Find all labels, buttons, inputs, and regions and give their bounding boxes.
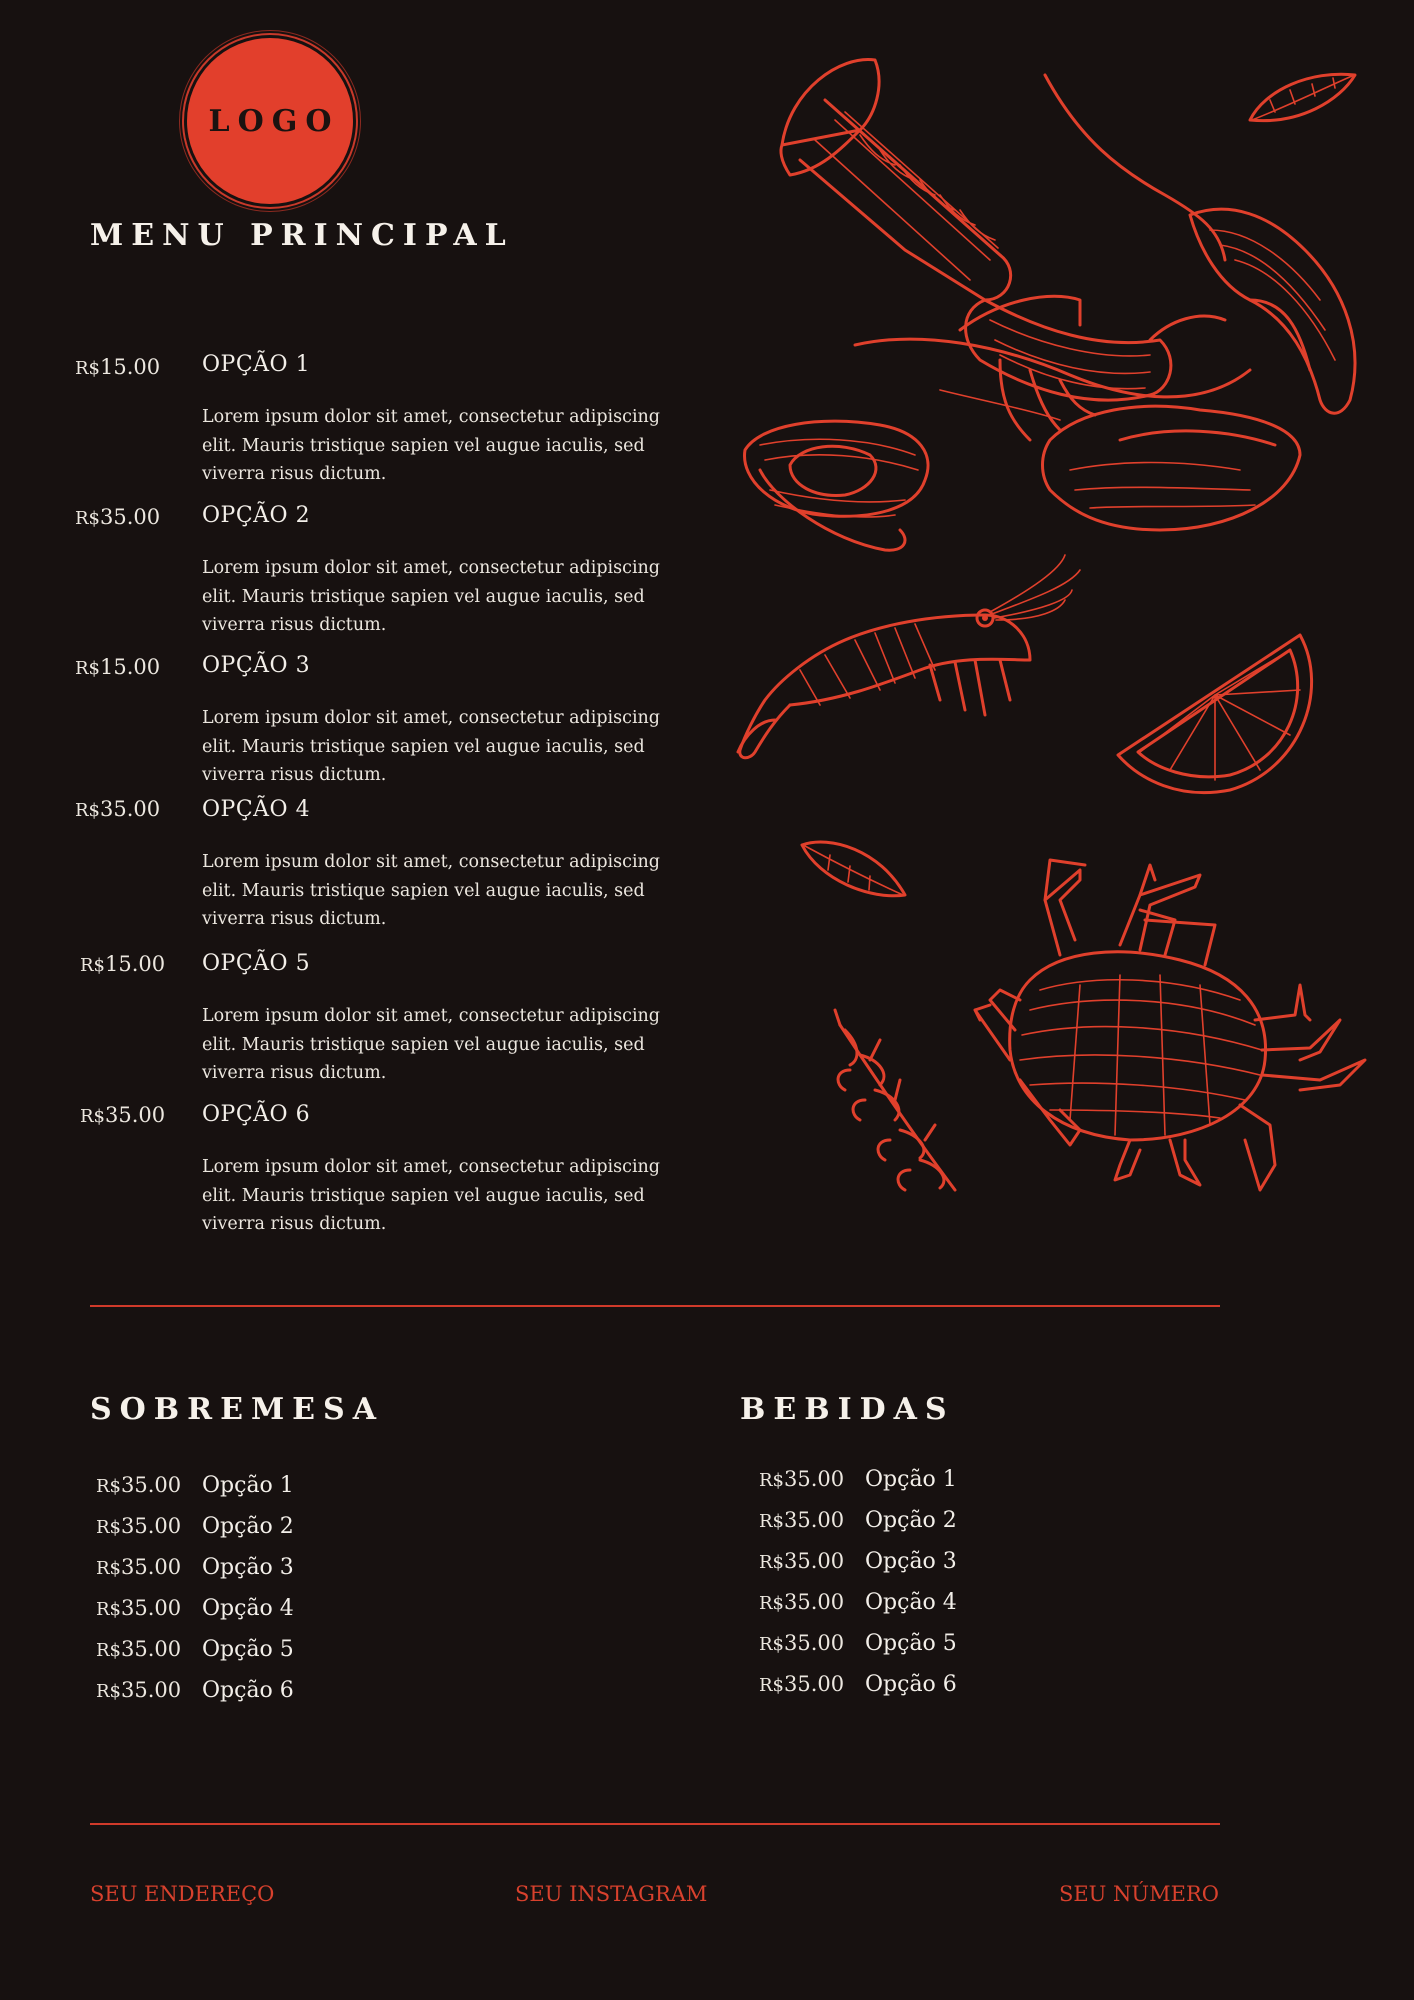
- price-value: 35.00: [121, 1637, 182, 1661]
- item-price: [759, 1508, 865, 1532]
- main-item-description: Lorem ipsum dolor sit amet, consectetur adipiscing elit. Mauris tristique sapien vel augue iaculis, sed viverra risus dictum.: [202, 708, 661, 785]
- currency-symbol: R$: [75, 658, 101, 679]
- item-name: Opção 4: [202, 1596, 294, 1621]
- item-name: Opção 5: [202, 1637, 294, 1662]
- main-item-name: OPÇÃO 1: [202, 352, 311, 377]
- currency-symbol: R$: [96, 1517, 122, 1538]
- item-name: Opção 3: [865, 1549, 957, 1574]
- crab-icon: [975, 860, 1365, 1190]
- list-item: [759, 1672, 957, 1713]
- list-item: [759, 1631, 957, 1672]
- sobremesa-title: SOBREMESA: [90, 1392, 384, 1427]
- list-item: [96, 1514, 294, 1555]
- item-price: [759, 1590, 865, 1614]
- main-item-name: OPÇÃO 2: [202, 503, 311, 528]
- price-value: 35.00: [784, 1631, 845, 1655]
- item-price: [96, 1637, 202, 1661]
- list-item: [96, 1678, 294, 1719]
- item-name: Opção 4: [865, 1590, 957, 1615]
- main-item-description: Lorem ipsum dolor sit amet, consectetur adipiscing elit. Mauris tristique sapien vel augue iaculis, sed viverra risus dictum.: [202, 558, 661, 635]
- main-item-description: Lorem ipsum dolor sit amet, consectetur adipiscing elit. Mauris tristique sapien vel augue iaculis, sed viverra risus dictum.: [202, 1006, 661, 1083]
- leaf-icon: [1250, 74, 1355, 120]
- price-value: 35.00: [784, 1508, 845, 1532]
- currency-symbol: R$: [759, 1593, 785, 1614]
- price-value: 35.00: [105, 1103, 166, 1127]
- footer-phone-link[interactable]: SEU NÚMERO: [1058, 1882, 1219, 1906]
- list-item: [96, 1637, 294, 1678]
- main-item-description: Lorem ipsum dolor sit amet, consectetur adipiscing elit. Mauris tristique sapien vel augue iaculis, sed viverra risus dictum.: [202, 1157, 661, 1234]
- currency-symbol: R$: [96, 1599, 122, 1620]
- main-menu-title: MENU PRINCIPAL: [90, 218, 514, 253]
- item-name: Opção 2: [202, 1514, 294, 1539]
- price-value: 35.00: [121, 1473, 182, 1497]
- main-item-name: OPÇÃO 4: [202, 797, 311, 822]
- bebidas-title: BEBIDAS: [740, 1392, 955, 1427]
- bebidas-list: [759, 1467, 957, 1713]
- price-value: 35.00: [784, 1549, 845, 1573]
- price-value: 35.00: [100, 797, 161, 821]
- currency-symbol: R$: [759, 1634, 785, 1655]
- item-price: [759, 1631, 865, 1655]
- item-name: Opção 6: [202, 1678, 294, 1703]
- clam-icon: [745, 421, 928, 550]
- price-value: 35.00: [100, 505, 161, 529]
- item-price: [96, 1555, 202, 1579]
- list-item: [96, 1473, 294, 1514]
- item-price: [759, 1467, 865, 1491]
- item-name: Opção 3: [202, 1555, 294, 1580]
- main-item-description: Lorem ipsum dolor sit amet, consectetur adipiscing elit. Mauris tristique sapien vel augue iaculis, sed viverra risus dictum.: [202, 852, 661, 929]
- currency-symbol: R$: [75, 508, 101, 529]
- currency-symbol: R$: [96, 1681, 122, 1702]
- list-item: [759, 1590, 957, 1631]
- item-price: [759, 1672, 865, 1696]
- currency-symbol: R$: [80, 1106, 106, 1127]
- logo-text: LOGO: [208, 103, 340, 139]
- main-item-name: OPÇÃO 5: [202, 951, 311, 976]
- item-name: Opção 1: [202, 1473, 294, 1498]
- currency-symbol: R$: [96, 1558, 122, 1579]
- currency-symbol: R$: [759, 1511, 785, 1532]
- price-value: 35.00: [784, 1467, 845, 1491]
- price-value: 35.00: [121, 1514, 182, 1538]
- rosemary-icon: [835, 1010, 955, 1190]
- currency-symbol: R$: [759, 1552, 785, 1573]
- item-price: [96, 1473, 202, 1497]
- price-value: 35.00: [784, 1590, 845, 1614]
- footer-instagram-link[interactable]: SEU INSTAGRAM: [515, 1882, 708, 1906]
- item-price: [96, 1514, 202, 1538]
- main-item-name: OPÇÃO 6: [202, 1102, 311, 1127]
- list-item: [759, 1467, 957, 1508]
- price-value: 15.00: [105, 952, 166, 976]
- leaf-icon: [802, 842, 905, 896]
- item-price: [96, 1678, 202, 1702]
- footer-address-link[interactable]: SEU ENDEREÇO: [90, 1882, 275, 1906]
- price-value: 15.00: [100, 655, 161, 679]
- currency-symbol: R$: [759, 1675, 785, 1696]
- item-name: Opção 2: [865, 1508, 957, 1533]
- currency-symbol: R$: [759, 1470, 785, 1491]
- currency-symbol: R$: [96, 1476, 122, 1497]
- shrimp-icon: [738, 555, 1080, 758]
- list-item: [759, 1549, 957, 1590]
- divider-line: [90, 1823, 1220, 1825]
- list-item: [759, 1508, 957, 1549]
- currency-symbol: R$: [96, 1640, 122, 1661]
- main-item-description: Lorem ipsum dolor sit amet, consectetur adipiscing elit. Mauris tristique sapien vel augue iaculis, sed viverra risus dictum.: [202, 407, 661, 484]
- price-value: 35.00: [121, 1596, 182, 1620]
- item-price: [96, 1596, 202, 1620]
- item-name: Opção 6: [865, 1672, 957, 1697]
- lobster-icon: [781, 60, 1355, 530]
- divider-line: [90, 1305, 1220, 1307]
- sobremesa-list: [96, 1473, 294, 1719]
- currency-symbol: R$: [80, 955, 106, 976]
- item-name: Opção 1: [865, 1467, 957, 1492]
- lemon-slice-icon: [1118, 635, 1312, 793]
- price-value: 35.00: [121, 1678, 182, 1702]
- item-name: Opção 5: [865, 1631, 957, 1656]
- currency-symbol: R$: [75, 358, 101, 379]
- price-value: 15.00: [100, 355, 161, 379]
- price-value: 35.00: [784, 1672, 845, 1696]
- list-item: [96, 1555, 294, 1596]
- price-value: 35.00: [121, 1555, 182, 1579]
- main-item-name: OPÇÃO 3: [202, 653, 311, 678]
- item-price: [759, 1549, 865, 1573]
- currency-symbol: R$: [75, 800, 101, 821]
- list-item: [96, 1596, 294, 1637]
